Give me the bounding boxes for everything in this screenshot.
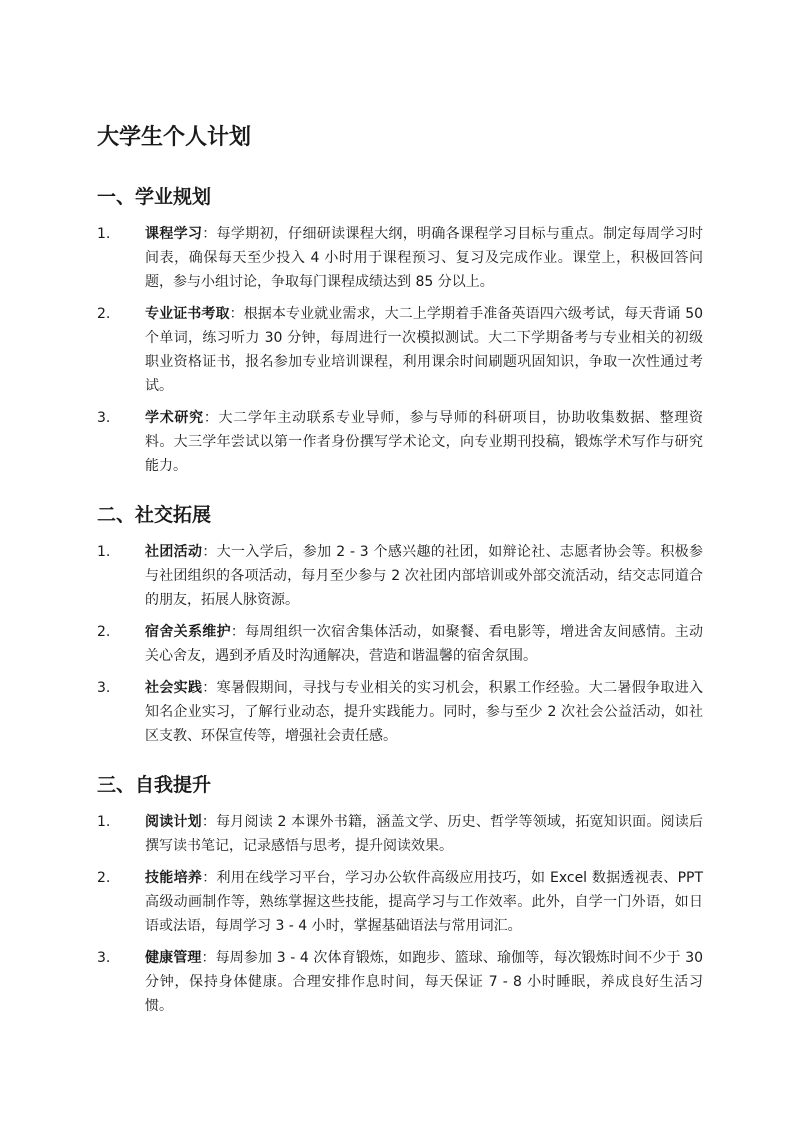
item-body: [145, 866, 703, 938]
item-separator: ：: [203, 410, 219, 426]
item-term: 技能培养: [145, 870, 203, 886]
item-term: 专业证书考取: [145, 306, 230, 322]
item-term: 学术研究: [145, 410, 204, 426]
list-item: [97, 540, 703, 612]
item-separator: ：: [201, 814, 217, 830]
list-item: [97, 866, 703, 938]
item-number: 2.: [97, 870, 111, 886]
item-text: 利用在线学习平台，学习办公软件高级应用技巧，如 Excel 数据透视表、PPT 高级动画制作等，熟练掌握这些技能，提高学习与工作效率。此外，自学一门外语，如日语或法语，每周学习 3 - 4 小时，掌握基础语法与常用词汇。: [145, 870, 704, 934]
self-improvement-list: [97, 810, 703, 1018]
item-number: 3.: [97, 950, 111, 966]
item-body: [145, 302, 703, 398]
list-item: [97, 222, 703, 294]
item-term: 社会实践: [145, 680, 203, 696]
item-text: 大一入学后，参加 2 - 3 个感兴趣的社团，如辩论社、志愿者协会等。积极参与社团组织的各项活动，每月至少参与 2 次社团内部培训或外部交流活动，结交志同道合的朋友，拓展人脉资源。: [145, 544, 704, 608]
list-item: [97, 946, 703, 1018]
list-item: [97, 620, 703, 668]
item-separator: ：: [202, 544, 217, 560]
list-item: [97, 302, 703, 398]
item-body: [145, 406, 703, 478]
item-separator: ：: [230, 624, 246, 640]
item-number: 2.: [97, 306, 111, 322]
item-separator: ：: [229, 306, 244, 322]
item-term: 阅读计划: [145, 814, 202, 830]
item-separator: ：: [201, 950, 216, 966]
item-separator: ：: [202, 226, 217, 242]
list-item: [97, 810, 703, 858]
item-text: 每学期初，仔细研读课程大纲，明确各课程学习目标与重点。制定每周学习时间表，确保每天至少投入 4 小时用于课程预习、复习及完成作业。课堂上，积极回答问题，参与小组讨论，争取每门课程成绩达到 85 分以上。: [145, 226, 704, 290]
item-term: 宿舍关系维护: [145, 624, 231, 640]
item-body: [145, 222, 703, 294]
item-text: 寒暑假期间，寻找与专业相关的实习机会，积累工作经验。大二暑假争取进入知名企业实习，了解行业动态，提升实践能力。同时，参与至少 2 次社会公益活动，如社区支教、环保宣传等，增强社会责任感。: [145, 680, 704, 744]
item-body: [145, 676, 703, 748]
item-number: 3.: [97, 680, 111, 696]
item-text: 每月阅读 2 本课外书籍，涵盖文学、历史、哲学等领域，拓宽知识面。阅读后撰写读书笔记，记录感悟与思考，提升阅读效果。: [145, 814, 704, 854]
item-body: [145, 540, 703, 612]
item-number: 1.: [97, 814, 111, 830]
list-item: [97, 676, 703, 748]
item-term: 健康管理: [145, 950, 202, 966]
item-text: 根据本专业就业需求，大二上学期着手准备英语四六级考试，每天背诵 50 个单词，练习听力 30 分钟，每周进行一次模拟测试。大二下学期备考与专业相关的初级职业资格证书，报名参加专业培训课程，利用课余时间刷题巩固知识，争取一次性通过考试。: [145, 306, 704, 394]
item-number: 2.: [97, 624, 111, 640]
section-heading-social: 二、社交拓展: [97, 504, 212, 526]
item-number: 3.: [97, 410, 111, 426]
academic-plan-list: [97, 222, 703, 478]
item-text: 大二学年主动联系专业导师，参与导师的科研项目，协助收集数据、整理资料。大三学年尝试以第一作者身份撰写学术论文，向专业期刊投稿，锻炼学术写作与研究能力。: [145, 410, 704, 474]
section-heading-academic: 一、学业规划: [97, 186, 212, 208]
document-title: 大学生个人计划: [97, 125, 252, 150]
item-body: [145, 946, 703, 1018]
item-text: 每周组织一次宿舍集体活动，如聚餐、看电影等，增进舍友间感情。主动关心舍友，遇到矛盾及时沟通解决，营造和谐温馨的宿舍氛围。: [145, 624, 704, 664]
item-separator: ：: [202, 870, 217, 886]
item-term: 社团活动: [145, 544, 203, 560]
item-number: 1.: [97, 544, 111, 560]
document-page: [97, 120, 703, 1018]
list-item: [97, 406, 703, 478]
item-number: 1.: [97, 226, 111, 242]
item-body: [145, 810, 703, 858]
social-plan-list: [97, 540, 703, 748]
item-text: 每周参加 3 - 4 次体育锻炼，如跑步、篮球、瑜伽等，每次锻炼时间不少于 30 分钟，保持身体健康。合理安排作息时间，每天保证 7 - 8 小时睡眠，养成良好生活习惯。: [145, 950, 704, 1014]
section-heading-self-improvement: 三、自我提升: [97, 774, 212, 796]
item-body: [145, 620, 703, 668]
item-term: 课程学习: [145, 226, 203, 242]
item-separator: ：: [202, 680, 217, 696]
